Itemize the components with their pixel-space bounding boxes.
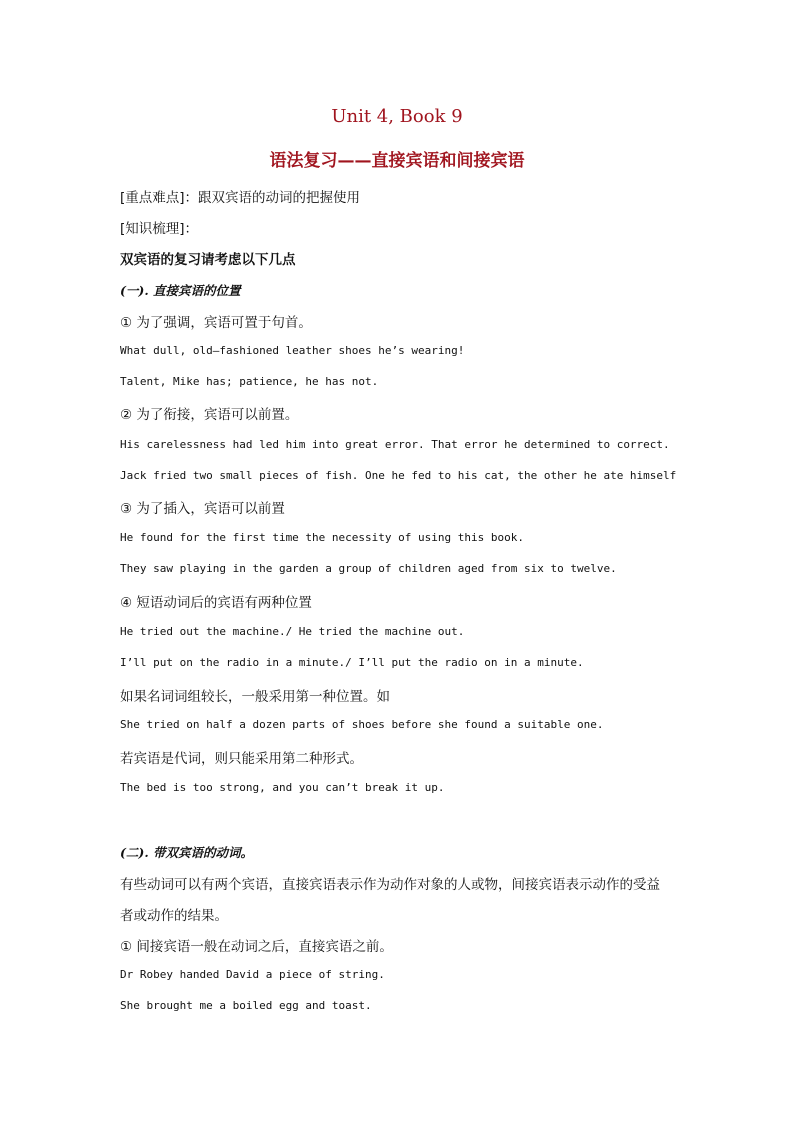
lesson-title: 语法复习——直接宾语和间接宾语: [269, 151, 525, 171]
example-sentence: His carelessness had led him into great error. That error he determined to correct.: [120, 438, 670, 451]
rule-4: ④ 短语动词后的宾语有两种位置: [120, 595, 312, 611]
unit-title: Unit 4, Book 9: [331, 106, 463, 127]
example-sentence: She brought me a boiled egg and toast.: [120, 999, 372, 1012]
rule-3: ③ 为了插入，宾语可以前置: [120, 501, 285, 517]
example-sentence: Talent, Mike has; patience, he has not.: [120, 375, 379, 388]
rule-1: ① 为了强调，宾语可置于句首。: [120, 315, 312, 331]
paragraph-line: 者或动作的结果。: [120, 908, 228, 924]
example-sentence: He tried out the machine./ He tried the machine out.: [120, 625, 465, 638]
example-sentence: Jack fried two small pieces of fish. One he fed to his cat, the other he ate himself: [120, 469, 677, 482]
example-sentence: Dr Robey handed David a piece of string.: [120, 968, 385, 981]
note-line: 如果名词词组较长，一般采用第一种位置。如: [120, 689, 390, 705]
example-sentence: He found for the first time the necessity of using this book.: [120, 531, 524, 544]
section-heading-1: (一). 直接宾语的位置: [120, 283, 241, 298]
example-sentence: I’ll put on the radio in a minute./ I’ll put the radio on in a minute.: [120, 656, 584, 669]
section-heading-2: (二). 带双宾语的动词。: [120, 845, 254, 860]
key-points-line: [重点难点]：跟双宾语的动词的把握使用: [120, 190, 361, 206]
example-sentence: What dull, old—fashioned leather shoes he’s wearing!: [120, 344, 465, 357]
example-sentence: She tried on half a dozen parts of shoes before she found a suitable one.: [120, 718, 604, 731]
knowledge-review-line: [知识梳理]：: [120, 221, 199, 237]
rule-5: ① 间接宾语一般在动词之后，直接宾语之前。: [120, 939, 393, 955]
example-sentence: The bed is too strong, and you can’t break it up.: [120, 781, 445, 794]
paragraph-line: 有些动词可以有两个宾语，直接宾语表示作为动作对象的人或物，间接宾语表示动作的受益: [120, 877, 660, 893]
note-line: 若宾语是代词，则只能采用第二种形式。: [120, 751, 363, 767]
example-sentence: They saw playing in the garden a group of children aged from six to twelve.: [120, 562, 617, 575]
rule-2: ② 为了衔接，宾语可以前置。: [120, 407, 299, 423]
intro-heading: 双宾语的复习请考虑以下几点: [120, 252, 296, 268]
